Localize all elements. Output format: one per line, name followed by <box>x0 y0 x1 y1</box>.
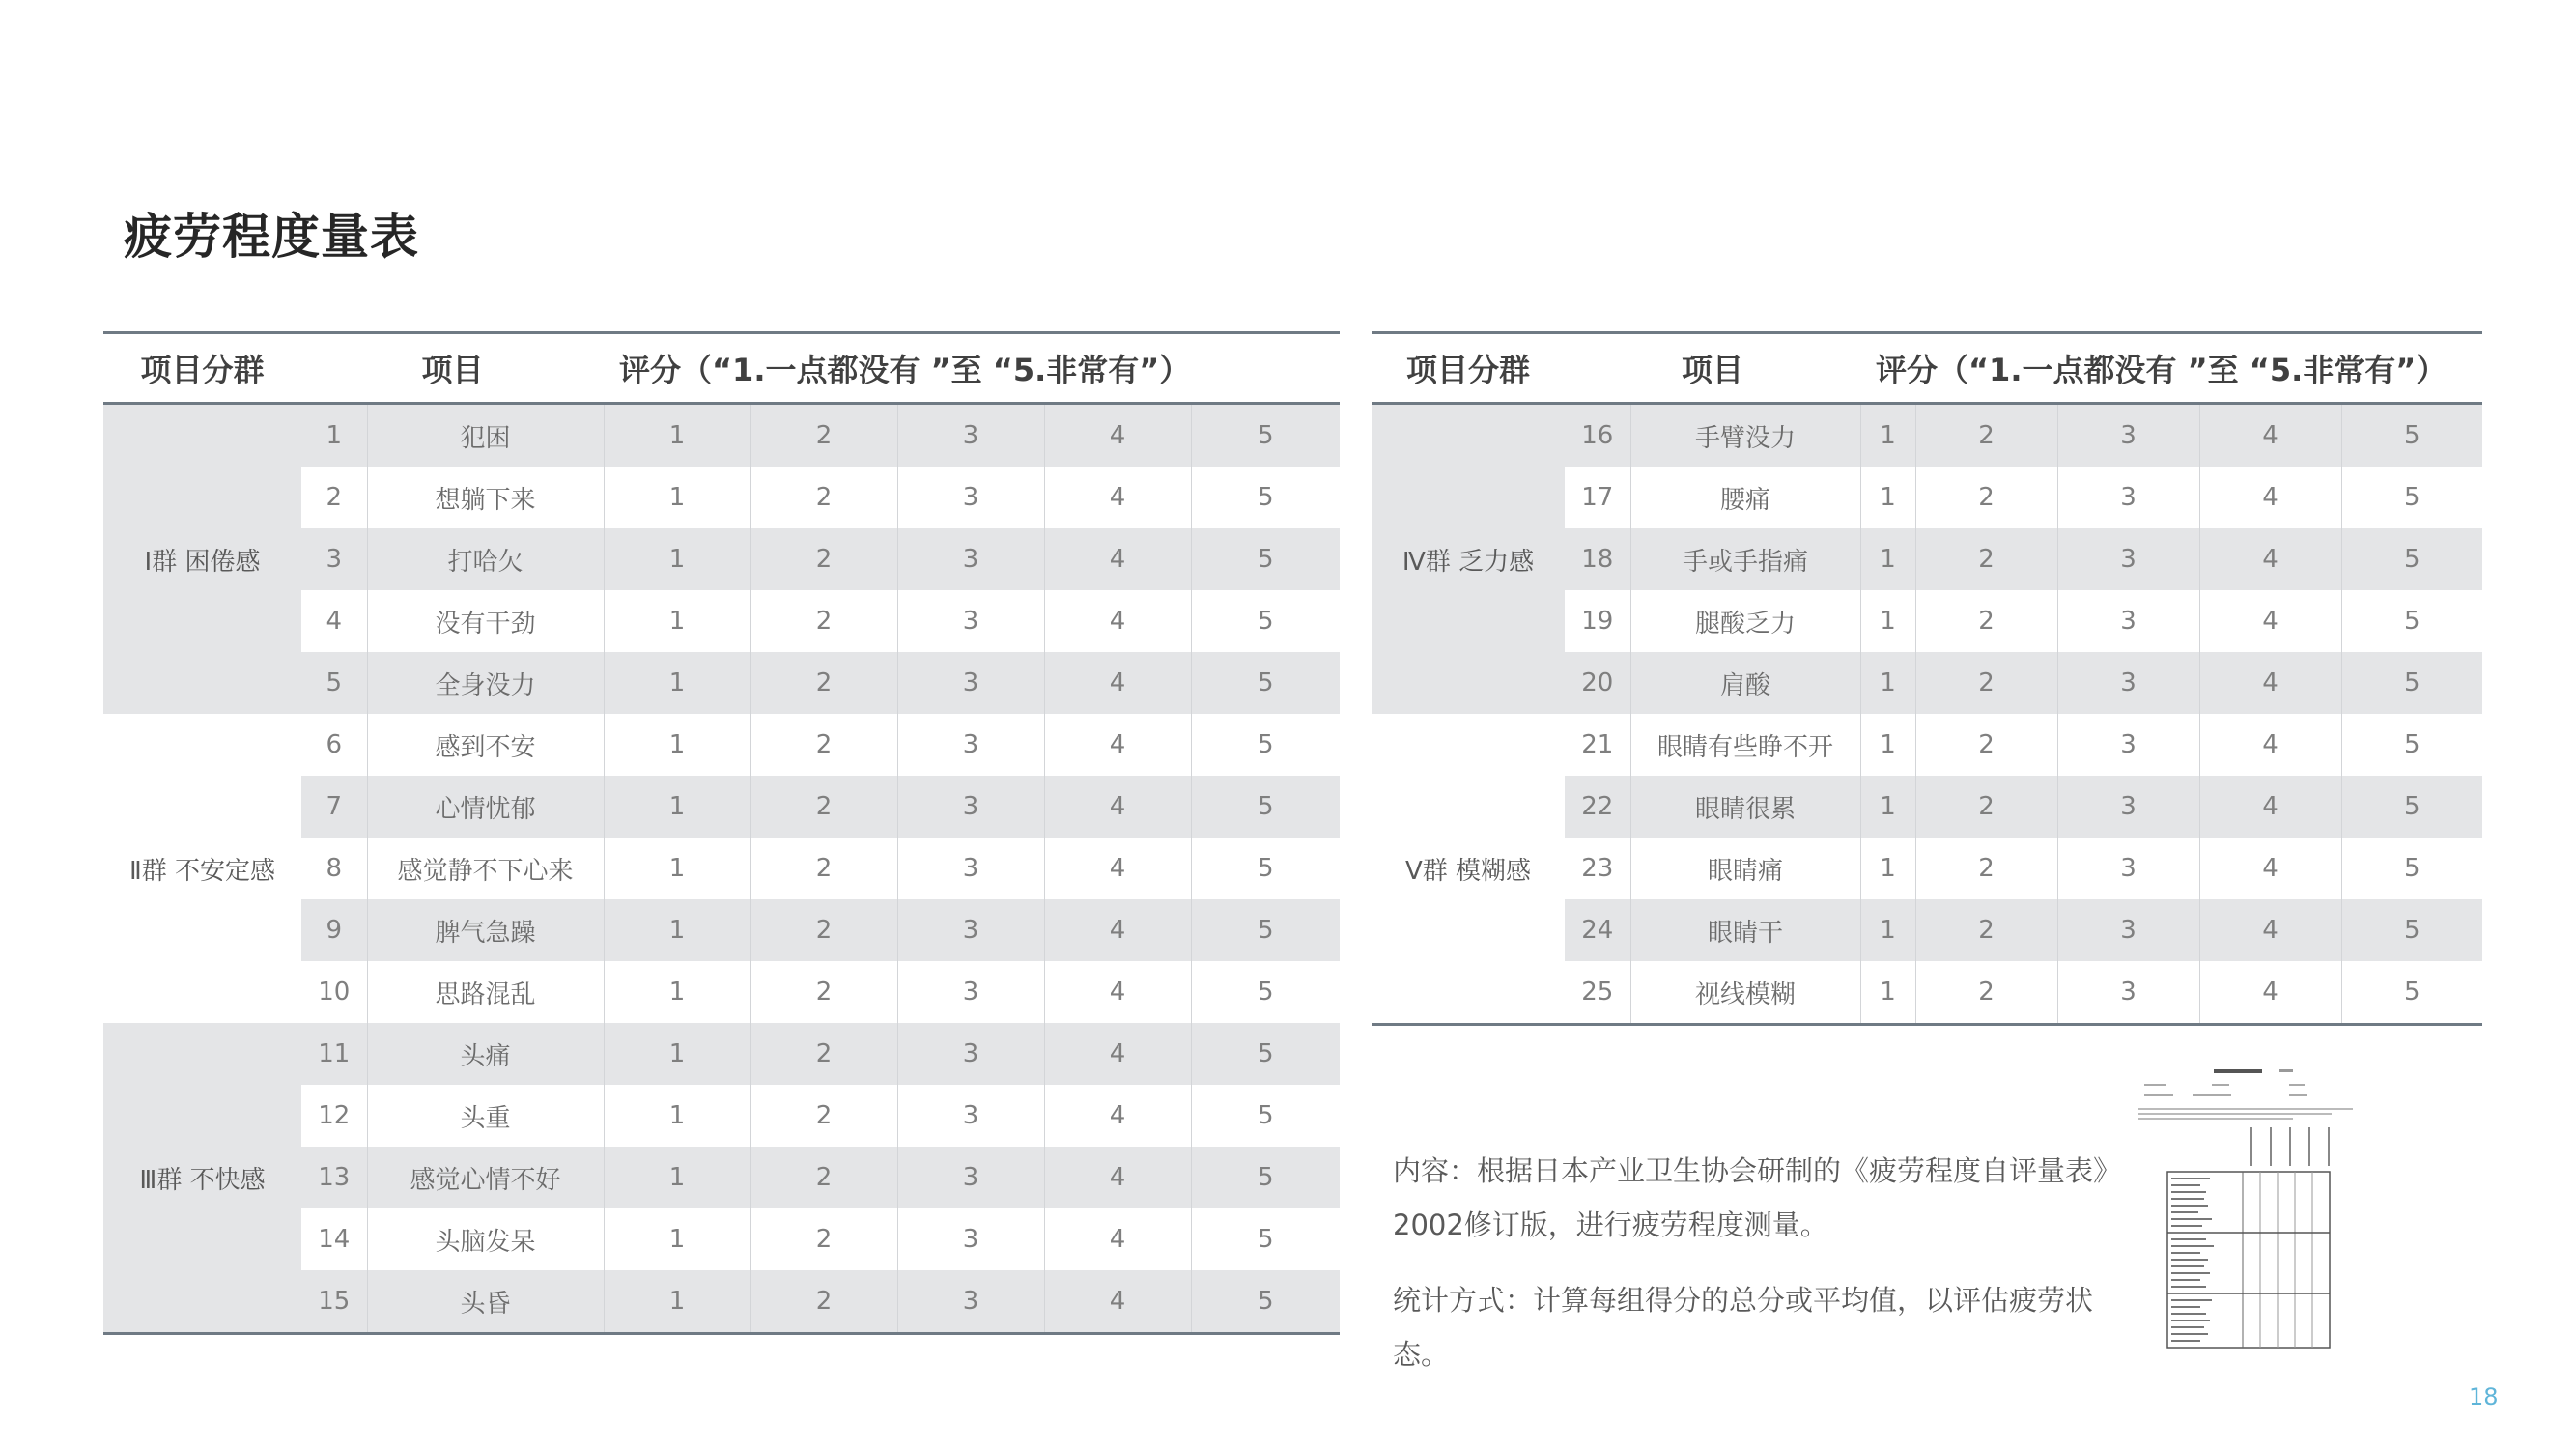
score-option-5: 5 <box>2341 652 2482 714</box>
item-name: 脾气急躁 <box>367 899 604 961</box>
score-option-3: 3 <box>897 838 1044 899</box>
item-name: 手或手指痛 <box>1630 528 1860 590</box>
item-number: 21 <box>1565 714 1630 776</box>
score-option-3: 3 <box>897 1147 1044 1208</box>
item-name: 想躺下来 <box>367 467 604 528</box>
table-body <box>103 404 1340 1334</box>
score-option-3: 3 <box>2057 899 2199 961</box>
score-option-3: 3 <box>2057 590 2199 652</box>
page-number: 18 <box>2469 1383 2499 1410</box>
score-option-2: 2 <box>750 528 897 590</box>
score-option-3: 3 <box>2057 776 2199 838</box>
score-option-5: 5 <box>2403 730 2420 759</box>
item-name: 视线模糊 <box>1630 961 1860 1025</box>
score-option-4: 4 <box>1044 467 1191 528</box>
fatigue-scale-table-right <box>1372 331 2482 1026</box>
score-option-1: 1 <box>1860 714 1915 776</box>
score-option-2: 2 <box>750 404 897 468</box>
item-number: 10 <box>301 961 367 1023</box>
page-title: 疲劳程度量表 <box>124 209 419 265</box>
score-option-1: 1 <box>604 776 750 838</box>
score-option-1: 1 <box>604 838 750 899</box>
table-row <box>103 1023 1340 1085</box>
item-name: 犯困 <box>367 404 604 468</box>
group-label: Ⅳ群 乏力感 <box>1372 404 1565 715</box>
score-option-5: 5 <box>2403 854 2420 883</box>
score-option-1: 1 <box>604 1208 750 1270</box>
score-option-1: 1 <box>1860 590 1915 652</box>
score-option-4: 4 <box>1044 590 1191 652</box>
item-name: 思路混乱 <box>367 961 604 1023</box>
item-number: 13 <box>301 1147 367 1208</box>
score-option-3: 3 <box>2057 652 2199 714</box>
score-option-5: 5 <box>1191 1270 1340 1334</box>
score-option-1: 1 <box>1860 838 1915 899</box>
score-option-3: 3 <box>2057 467 2199 528</box>
item-name: 全身没力 <box>367 652 604 714</box>
score-option-1: 1 <box>1860 652 1915 714</box>
table-row <box>103 714 1340 776</box>
item-name: 心情忧郁 <box>367 776 604 838</box>
score-option-5: 5 <box>1191 652 1340 714</box>
score-option-4: 4 <box>2199 961 2341 1025</box>
item-name: 眼睛痛 <box>1630 838 1860 899</box>
score-option-1: 1 <box>1860 899 1915 961</box>
score-option-3: 3 <box>897 961 1044 1023</box>
score-option-2: 2 <box>1915 404 2057 468</box>
score-option-2: 2 <box>750 838 897 899</box>
score-option-1: 1 <box>1860 467 1915 528</box>
score-option-5: 5 <box>1257 607 1274 636</box>
item-number: 17 <box>1565 467 1630 528</box>
score-option-4: 4 <box>2199 590 2341 652</box>
questionnaire-thumbnail-image <box>2135 1058 2357 1355</box>
score-option-2: 2 <box>750 1147 897 1208</box>
score-option-3: 3 <box>897 1023 1044 1085</box>
score-option-1: 1 <box>604 590 750 652</box>
item-name: 感觉心情不好 <box>367 1147 604 1208</box>
score-option-2: 2 <box>750 652 897 714</box>
score-option-5: 5 <box>1257 1101 1274 1130</box>
group-label: Ⅴ群 模糊感 <box>1372 714 1565 1025</box>
score-option-2: 2 <box>1915 467 2057 528</box>
score-option-4: 4 <box>1044 899 1191 961</box>
item-name: 眼睛干 <box>1630 899 1860 961</box>
score-option-2: 2 <box>750 714 897 776</box>
item-number: 4 <box>301 590 367 652</box>
score-option-1: 1 <box>1860 776 1915 838</box>
score-option-2: 2 <box>1915 528 2057 590</box>
score-option-4: 4 <box>1044 776 1191 838</box>
score-option-1: 1 <box>604 961 750 1023</box>
score-option-5: 5 <box>1257 730 1274 759</box>
score-option-2: 2 <box>750 961 897 1023</box>
score-option-3: 3 <box>897 467 1044 528</box>
score-option-2: 2 <box>750 467 897 528</box>
score-option-5: 5 <box>2341 776 2482 838</box>
score-option-5: 5 <box>2403 483 2420 512</box>
fatigue-scale-table-left <box>103 331 1340 1335</box>
table-body <box>1372 404 2482 1025</box>
score-option-4: 4 <box>1044 528 1191 590</box>
note-content: 内容：根据日本产业卫生协会研制的《疲劳程度自评量表》2002修订版，进行疲劳程度测量。 <box>1393 1154 2122 1241</box>
note-method: 统计方式：计算每组得分的总分或平均值，以评估疲劳状态。 <box>1393 1284 2094 1371</box>
item-number: 6 <box>301 714 367 776</box>
score-option-2: 2 <box>750 1270 897 1334</box>
score-option-2: 2 <box>1915 590 2057 652</box>
score-option-1: 1 <box>604 1023 750 1085</box>
item-number: 19 <box>1565 590 1630 652</box>
item-name: 打哈欠 <box>367 528 604 590</box>
score-option-5: 5 <box>2403 978 2420 1007</box>
score-option-5: 5 <box>1257 854 1274 883</box>
score-option-4: 4 <box>2199 714 2341 776</box>
score-option-4: 4 <box>1044 1270 1191 1334</box>
score-option-4: 4 <box>1044 404 1191 468</box>
score-option-5: 5 <box>1191 528 1340 590</box>
item-number: 23 <box>1565 838 1630 899</box>
score-option-1: 1 <box>1860 404 1915 468</box>
score-option-4: 4 <box>1044 1023 1191 1085</box>
item-name: 没有干劲 <box>367 590 604 652</box>
score-option-5: 5 <box>1257 1225 1274 1254</box>
header-item: 项目 <box>301 333 604 404</box>
item-number: 8 <box>301 838 367 899</box>
score-option-3: 3 <box>897 528 1044 590</box>
score-option-4: 4 <box>1044 838 1191 899</box>
score-option-5: 5 <box>1191 1023 1340 1085</box>
score-option-2: 2 <box>1915 652 2057 714</box>
item-name: 肩酸 <box>1630 652 1860 714</box>
item-name: 头脑发呆 <box>367 1208 604 1270</box>
item-number: 24 <box>1565 899 1630 961</box>
item-name: 感到不安 <box>367 714 604 776</box>
score-option-3: 3 <box>2057 528 2199 590</box>
score-option-2: 2 <box>1915 899 2057 961</box>
item-name: 头重 <box>367 1085 604 1147</box>
table-row <box>1372 714 2482 776</box>
score-option-1: 1 <box>604 404 750 468</box>
score-option-1: 1 <box>604 1147 750 1208</box>
score-option-3: 3 <box>897 1270 1044 1334</box>
score-option-3: 3 <box>2057 961 2199 1025</box>
item-name: 感觉静不下心来 <box>367 838 604 899</box>
score-option-1: 1 <box>604 528 750 590</box>
score-option-2: 2 <box>750 1085 897 1147</box>
score-option-2: 2 <box>750 1023 897 1085</box>
item-name: 腿酸乏力 <box>1630 590 1860 652</box>
score-option-4: 4 <box>2199 652 2341 714</box>
score-option-2: 2 <box>750 590 897 652</box>
score-option-1: 1 <box>604 1085 750 1147</box>
item-number: 1 <box>301 404 367 468</box>
item-number: 11 <box>301 1023 367 1085</box>
score-option-3: 3 <box>897 652 1044 714</box>
score-option-4: 4 <box>2199 404 2341 468</box>
score-option-3: 3 <box>2057 404 2199 468</box>
score-option-4: 4 <box>2199 467 2341 528</box>
score-option-3: 3 <box>897 1085 1044 1147</box>
score-option-1: 1 <box>604 714 750 776</box>
score-option-3: 3 <box>897 776 1044 838</box>
score-option-3: 3 <box>2057 838 2199 899</box>
score-option-5: 5 <box>1191 404 1340 468</box>
item-name: 头昏 <box>367 1270 604 1334</box>
score-option-4: 4 <box>2199 776 2341 838</box>
score-option-3: 3 <box>897 899 1044 961</box>
score-option-3: 3 <box>897 714 1044 776</box>
header-group: 项目分群 <box>103 333 301 404</box>
score-option-1: 1 <box>604 652 750 714</box>
item-number: 12 <box>301 1085 367 1147</box>
item-number: 3 <box>301 528 367 590</box>
score-option-4: 4 <box>1044 1085 1191 1147</box>
score-option-1: 1 <box>1860 528 1915 590</box>
score-option-2: 2 <box>1915 776 2057 838</box>
score-option-5: 5 <box>2341 404 2482 468</box>
score-option-3: 3 <box>2057 714 2199 776</box>
score-option-2: 2 <box>750 899 897 961</box>
item-number: 7 <box>301 776 367 838</box>
item-name: 腰痛 <box>1630 467 1860 528</box>
score-option-5: 5 <box>1191 1147 1340 1208</box>
score-option-2: 2 <box>750 776 897 838</box>
score-option-1: 1 <box>604 1270 750 1334</box>
score-option-4: 4 <box>2199 838 2341 899</box>
item-number: 16 <box>1565 404 1630 468</box>
score-option-5: 5 <box>1257 978 1274 1007</box>
item-number: 9 <box>301 899 367 961</box>
score-option-5: 5 <box>1191 776 1340 838</box>
item-number: 5 <box>301 652 367 714</box>
header-score: 评分（“1.一点都没有 ”至 “5.非常有”） <box>604 333 1340 404</box>
score-option-4: 4 <box>1044 1147 1191 1208</box>
item-number: 22 <box>1565 776 1630 838</box>
score-option-1: 1 <box>1860 961 1915 1025</box>
score-option-3: 3 <box>897 1208 1044 1270</box>
score-option-2: 2 <box>750 1208 897 1270</box>
header-score: 评分（“1.一点都没有 ”至 “5.非常有”） <box>1860 333 2482 404</box>
score-option-2: 2 <box>1915 714 2057 776</box>
score-option-5: 5 <box>2341 528 2482 590</box>
table-row <box>1372 404 2482 468</box>
item-number: 25 <box>1565 961 1630 1025</box>
item-number: 2 <box>301 467 367 528</box>
score-option-5: 5 <box>2403 607 2420 636</box>
score-option-1: 1 <box>604 467 750 528</box>
group-label: Ⅲ群 不快感 <box>103 1023 301 1334</box>
score-option-1: 1 <box>604 899 750 961</box>
questionnaire-thumbnail-drawing <box>2135 1058 2357 1355</box>
group-label: Ⅱ群 不安定感 <box>103 714 301 1023</box>
score-option-4: 4 <box>1044 961 1191 1023</box>
score-option-4: 4 <box>1044 1208 1191 1270</box>
score-option-2: 2 <box>1915 838 2057 899</box>
item-number: 15 <box>301 1270 367 1334</box>
header-item: 项目 <box>1565 333 1860 404</box>
item-number: 18 <box>1565 528 1630 590</box>
score-option-3: 3 <box>897 590 1044 652</box>
score-option-3: 3 <box>897 404 1044 468</box>
score-option-2: 2 <box>1915 961 2057 1025</box>
item-number: 20 <box>1565 652 1630 714</box>
item-number: 14 <box>301 1208 367 1270</box>
item-name: 头痛 <box>367 1023 604 1085</box>
score-option-4: 4 <box>1044 652 1191 714</box>
score-option-5: 5 <box>1257 483 1274 512</box>
item-name: 手臂没力 <box>1630 404 1860 468</box>
table-row <box>103 404 1340 468</box>
item-name: 眼睛有些睁不开 <box>1630 714 1860 776</box>
score-option-4: 4 <box>2199 528 2341 590</box>
group-label: Ⅰ群 困倦感 <box>103 404 301 715</box>
score-option-5: 5 <box>1191 899 1340 961</box>
header-group: 项目分群 <box>1372 333 1565 404</box>
score-option-4: 4 <box>1044 714 1191 776</box>
item-name: 眼睛很累 <box>1630 776 1860 838</box>
score-option-4: 4 <box>2199 899 2341 961</box>
score-option-5: 5 <box>2341 899 2482 961</box>
